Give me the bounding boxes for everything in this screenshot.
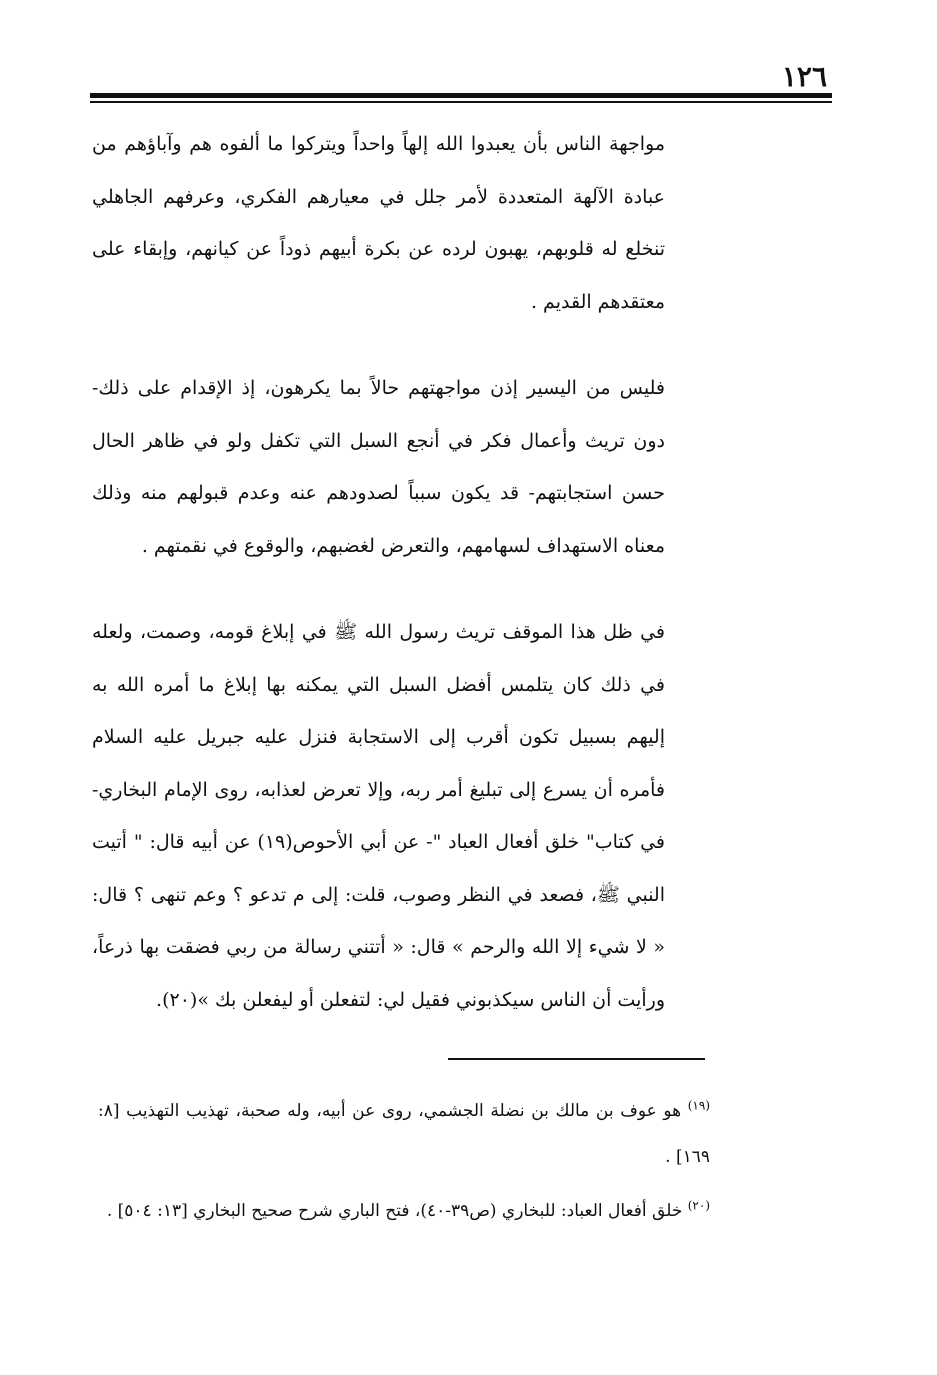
footnote-separator — [448, 1058, 705, 1060]
paragraph-3: في ظل هذا الموقف تريث رسول الله ﷺ في إبلاغ قومه، وصمت، ولعله في ذلك كان يتلمس أفضل السبل التي يمكنه بها إبلاغ ما أمره الله به إليهم بسبيل تكون أقرب إلى الاستجابة فنزل عليه جبريل عليه السلام فأمره أن يسرع إلى تبليغ أمر ربه، وإلا تعرض لعذابه، روى الإمام البخاري- في كتاب" خلق أفعال العباد "- عن أبي الأحوص(١٩) عن أبيه قال: " أتيت النبي ﷺ، فصعد في النظر وصوب، قلت: إلى م تدعو ؟ وعم تنهى ؟ قال: « لا شيء إلا الله والرحم » قال: « أتتني رسالة من ربي فضقت بها ذرعاً، ورأيت أن الناس سيكذبوني فقيل لي: لتفعلن أو ليفعلن بك »(٢٠). — [92, 621, 665, 1011]
footnote-20 — [98, 1188, 710, 1234]
header-rule-thick — [90, 93, 832, 98]
main-text — [92, 118, 665, 1026]
header-rule-thin — [90, 101, 832, 103]
footnote-text: هو عوف بن مالك بن نضلة الجشمي، روى عن أبيه، وله صحبة، تهذيب التهذيب [٨: ١٦٩] . — [98, 1101, 710, 1167]
footnote-19 — [98, 1088, 710, 1180]
paragraph-1: مواجهة الناس بأن يعبدوا الله إلهاً واحداً ويتركوا ما ألفوه هم وآباؤهم من عبادة الآلهة المتعددة لأمر جلل في معيارهم الفكري، وعرفهم الجاهلي تنخلع له قلوبهم، يهبون لرده عن بكرة أبيهم ذوداً عن كيانهم، وإبقاء على معتقدهم القديم . — [92, 133, 665, 313]
footnote-number: (٢٠) — [687, 1198, 710, 1213]
paragraph-gap — [92, 328, 665, 362]
footnote-text: خلق أفعال العباد: للبخاري (ص٣٩-٤٠)، فتح الباري شرح صحيح البخاري [١٣: ٥٠٤] . — [106, 1201, 683, 1221]
footnotes — [98, 1088, 710, 1242]
paragraph-gap — [92, 572, 665, 606]
page-number: ١٢٦ — [781, 60, 827, 93]
footnote-number: (١٩) — [687, 1098, 710, 1113]
paragraph-2: فليس من اليسير إذن مواجهتهم حالاً بما يكرهون، إذ الإقدام على ذلك- دون تريث وأعمال فكر في أنجع السبل التي تكفل ولو في ظاهر الحال حسن استجابتهم- قد يكون سبباً لصدودهم عنه وعدم قبولهم منه وذلك معناه الاستهداف لسهامهم، والتعرض لغضبهم، والوقوع في نقمتهم . — [92, 377, 665, 557]
